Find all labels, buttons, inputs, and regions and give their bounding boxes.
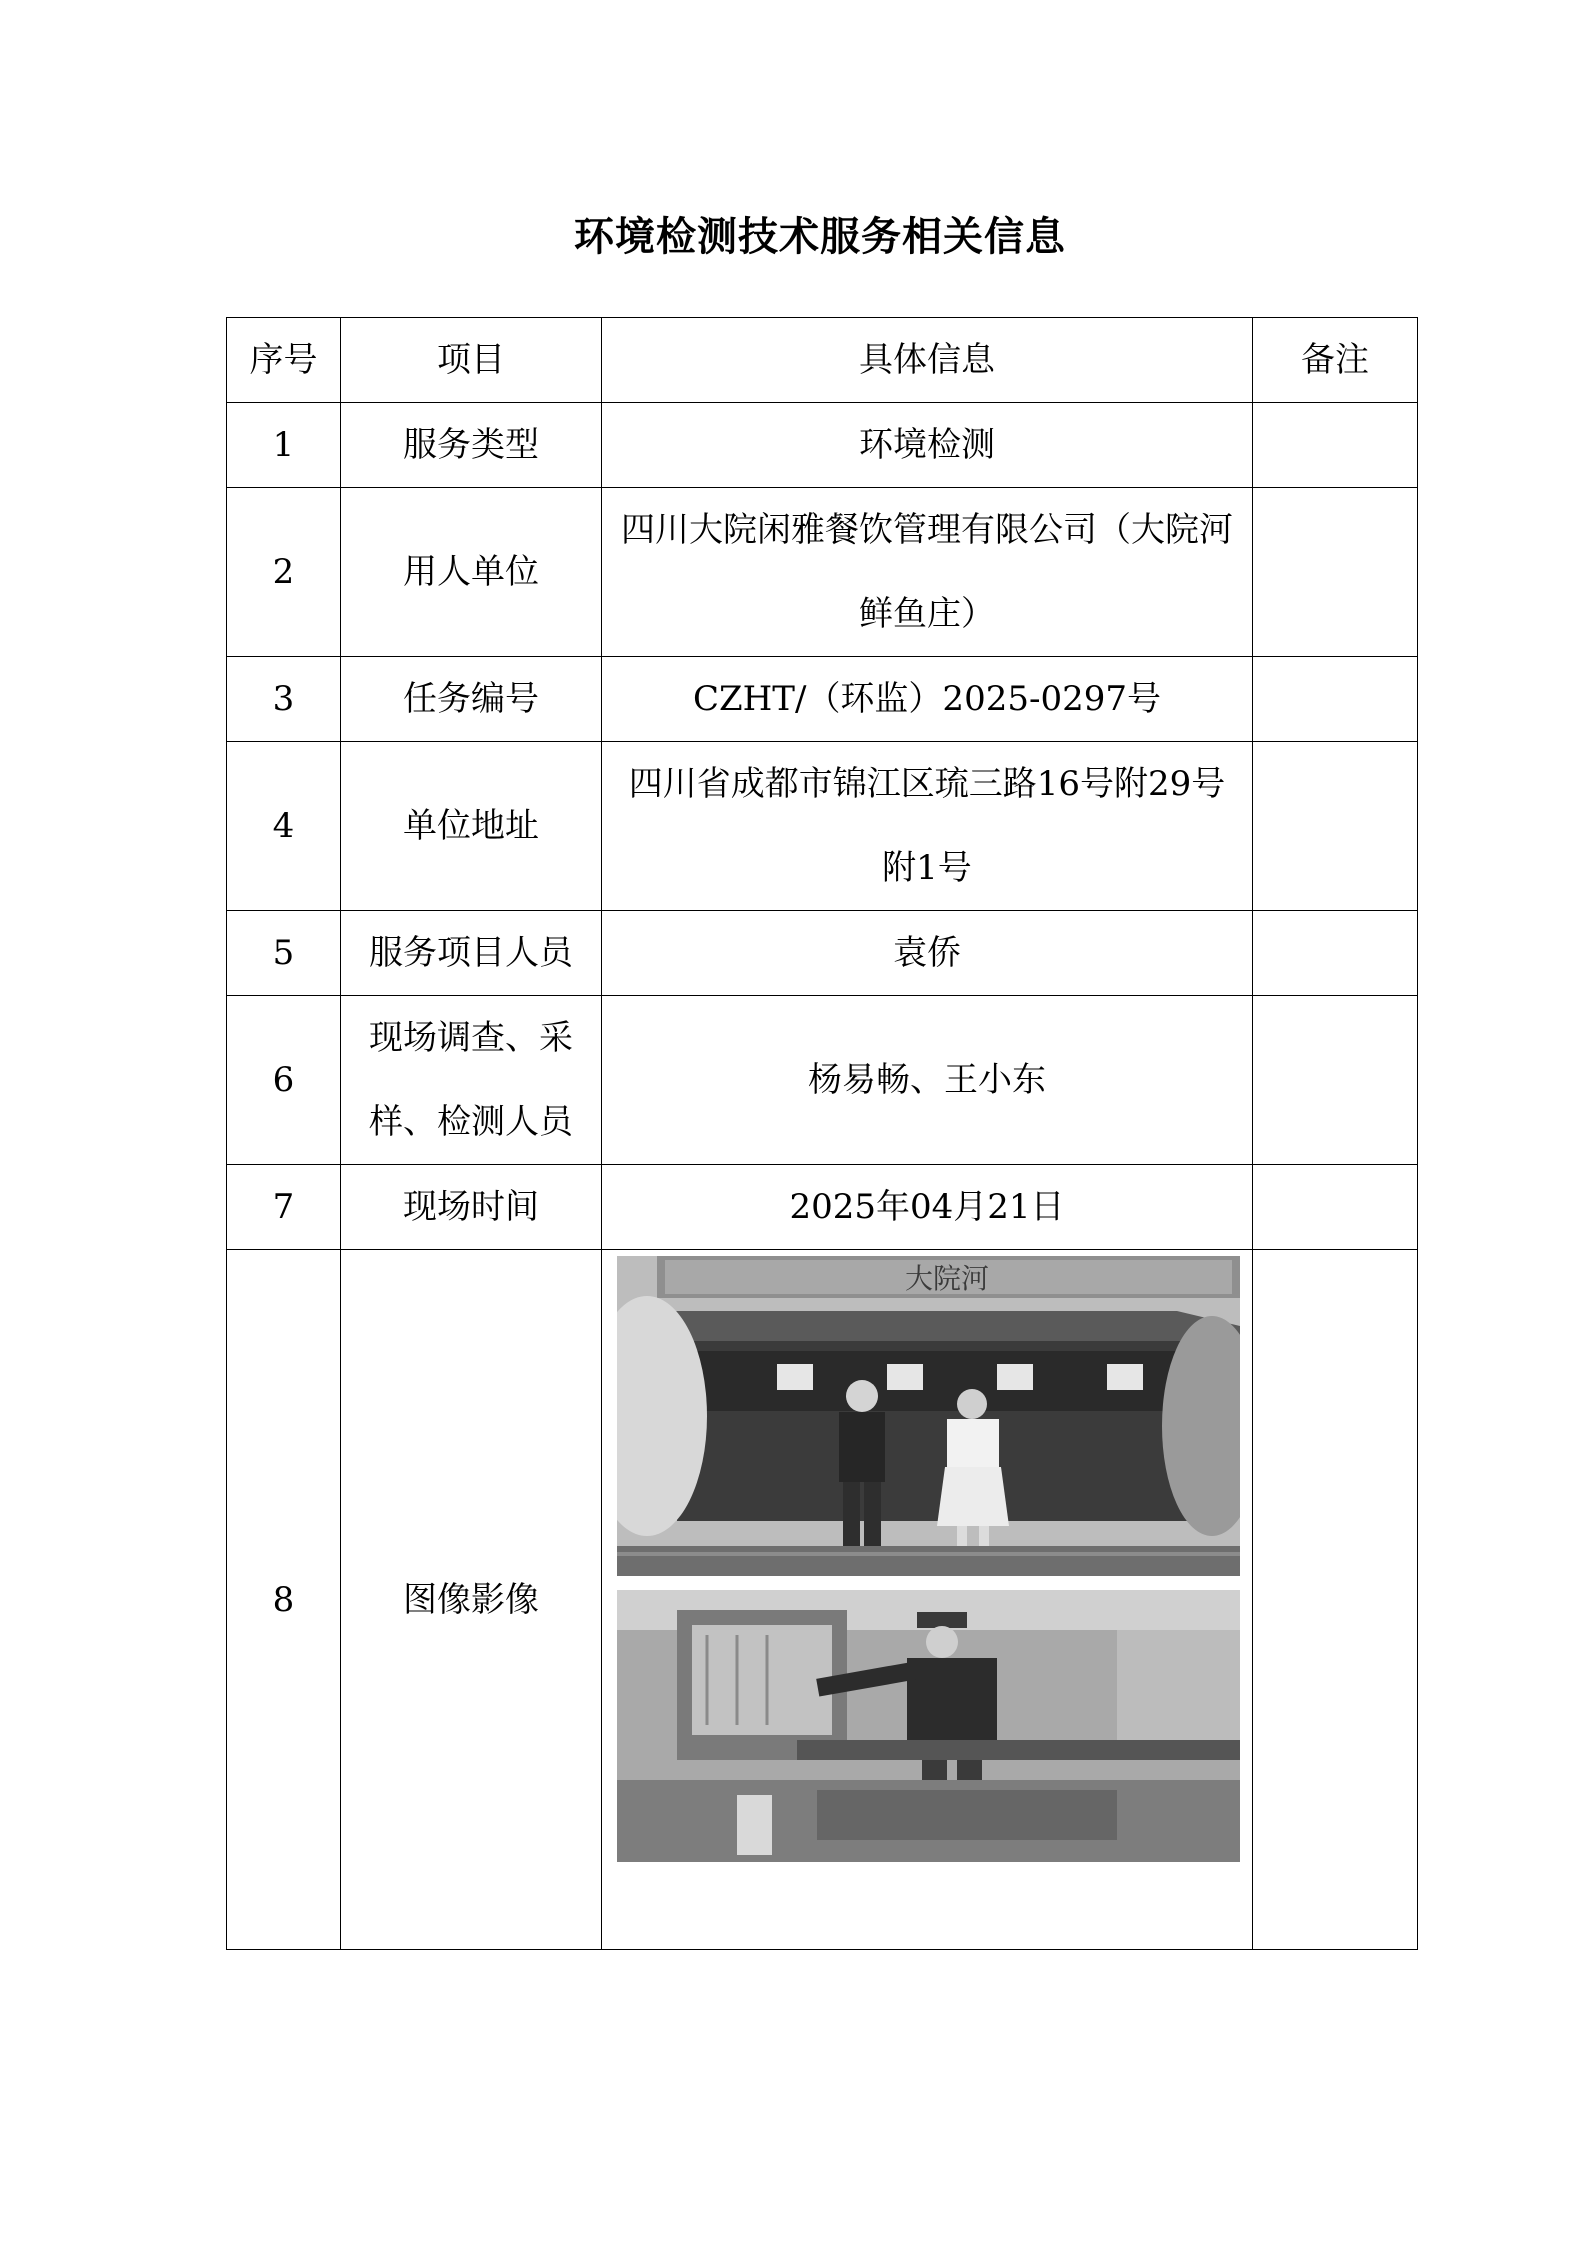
row-item: 现场调查、采样、检测人员 [341, 996, 602, 1165]
row-item: 图像影像 [341, 1250, 602, 1950]
info-table [226, 317, 1418, 1950]
table-row [227, 742, 1418, 911]
row-item: 服务类型 [341, 403, 602, 488]
row-item: 服务项目人员 [341, 911, 602, 996]
row-no: 1 [227, 403, 341, 488]
row-info: 杨易畅、王小东 [602, 996, 1253, 1165]
header-info: 具体信息 [602, 318, 1253, 403]
row-remark [1253, 1165, 1418, 1250]
sampling-photo [617, 1590, 1240, 1862]
row-item: 任务编号 [341, 657, 602, 742]
table-row [227, 657, 1418, 742]
table-row [227, 403, 1418, 488]
row-no: 5 [227, 911, 341, 996]
row-item: 用人单位 [341, 488, 602, 657]
photo-cell [602, 1250, 1253, 1950]
sign-text: 大院河 [904, 1262, 990, 1295]
row-info: CZHT/（环监）2025-0297号 [602, 657, 1253, 742]
row-info: 2025年04月21日 [602, 1165, 1253, 1250]
table-header-row [227, 318, 1418, 403]
document-title: 环境检测技术服务相关信息 [574, 213, 1066, 260]
header-no: 序号 [227, 318, 341, 403]
row-no: 7 [227, 1165, 341, 1250]
row-remark [1253, 403, 1418, 488]
row-no: 8 [227, 1250, 341, 1950]
row-no: 6 [227, 996, 341, 1165]
row-no: 2 [227, 488, 341, 657]
row-remark [1253, 996, 1418, 1165]
header-item: 项目 [341, 318, 602, 403]
entrance-photo [617, 1256, 1240, 1576]
row-remark [1253, 657, 1418, 742]
table-row [227, 1165, 1418, 1250]
row-remark [1253, 911, 1418, 996]
row-info: 四川大院闲雅餐饮管理有限公司（大院河鲜鱼庄） [602, 488, 1253, 657]
row-no: 3 [227, 657, 341, 742]
row-remark [1253, 742, 1418, 911]
table-row [227, 488, 1418, 657]
row-item: 现场时间 [341, 1165, 602, 1250]
table-row [227, 911, 1418, 996]
row-remark [1253, 1250, 1418, 1950]
row-item: 单位地址 [341, 742, 602, 911]
header-remark: 备注 [1253, 318, 1418, 403]
row-info: 袁侨 [602, 911, 1253, 996]
row-no: 4 [227, 742, 341, 911]
row-info: 环境检测 [602, 403, 1253, 488]
row-info: 四川省成都市锦江区琉三路16号附29号附1号 [602, 742, 1253, 911]
row-remark [1253, 488, 1418, 657]
table-row [227, 1250, 1418, 1950]
table-row [227, 996, 1418, 1165]
